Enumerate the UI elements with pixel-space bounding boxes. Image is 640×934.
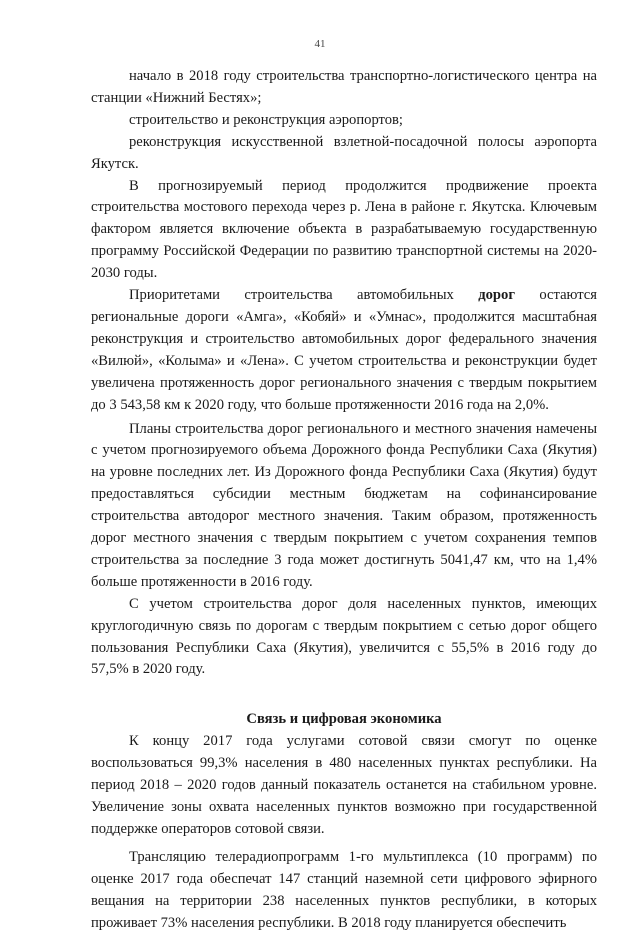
paragraph-transport-center: начало в 2018 году строительства транспортно-логистического центра на станции «Нижний Бестях»;	[91, 68, 597, 106]
paragraph-road-connectivity: С учетом строительства дорог доля населенных пунктов, имеющих круглогодичную связь по дорогам с твердым покрытием с сетью дорог общего пользования Республики Саха (Якутия), увеличится с 55,5% в 2016 году до 57,5% в 2020 году.	[91, 595, 597, 678]
paragraph-broadcasting: Трансляцию телерадиопрограмм 1-го мультиплекса (10 программ) по оценке 2017 года обеспечат 147 станций наземной сети цифрового эфирного вещания на территории 238 населенных пунктов республики, в которых проживает 73% населения республики. В 2018 году планируется обеспечить	[91, 848, 597, 931]
document-body	[91, 66, 597, 934]
page-number: 41	[314, 38, 326, 50]
road-priorities-start: Приоритетами строительства автомобильных	[129, 287, 479, 304]
paragraph-cellular: К концу 2017 года услугами сотовой связи смогут по оценке воспользоваться 99,3% населения в 480 населенных пунктах республики. На период 2018 – 2020 годов данный показатель останется на стабильном уровне. Увеличение зоны охвата населенных пунктов возможно при государственной поддержке операторов сотовой связи.	[91, 733, 597, 837]
paragraph-road-priorities	[91, 285, 597, 416]
road-priorities-end: остаются региональные дороги «Амга», «Кобяй» и «Умнас», продолжится масштабная реконструкция и строительство автомобильных дорог федерального значения «Вилюй», «Колыма» и «Лена». С учетом строительства и реконструкции будет увеличена протяженность дорог регионального значения с твердым покрытием до 3 543,58 км к 2020 году, что больше протяженности 2016 года на 2,0%.	[91, 287, 598, 413]
section-heading-communications: Связь и цифровая экономика	[246, 711, 442, 728]
paragraph-local-roads: Планы строительства дорог регионального и местного значения намечены с учетом прогнозируемого объема Дорожного фонда Республики Саха (Якутия) на уровне последних лет. Из Дорожного фонда Республики Саха (Якутия) будут предоставляться субсидии местным бюджетам на софинансирование строительства автодорог местного значения. Таким образом, протяженность дорог местного значения с твердым покрытием с учетом сохранения темпов строительства за последние 3 года может достигнуть 5041,47 км, что на 1,4% больше протяженности в 2016 году.	[91, 420, 597, 590]
paragraph-bridge: В прогнозируемый период продолжится продвижение проекта строительства мостового перехода через р. Лена в районе г. Якутска. Ключевым фактором является включение объекта в разрабатываемую государственную программу Российской Федерации по развитию транспортной системы на 2020-2030 годы.	[91, 177, 597, 282]
paragraph-runway: реконструкция искусственной взлетной-посадочной полосы аэропорта Якутск.	[91, 133, 597, 172]
road-priorities-bold-word: дорог	[478, 287, 515, 304]
paragraph-airports: строительство и реконструкция аэропортов;	[129, 111, 403, 128]
